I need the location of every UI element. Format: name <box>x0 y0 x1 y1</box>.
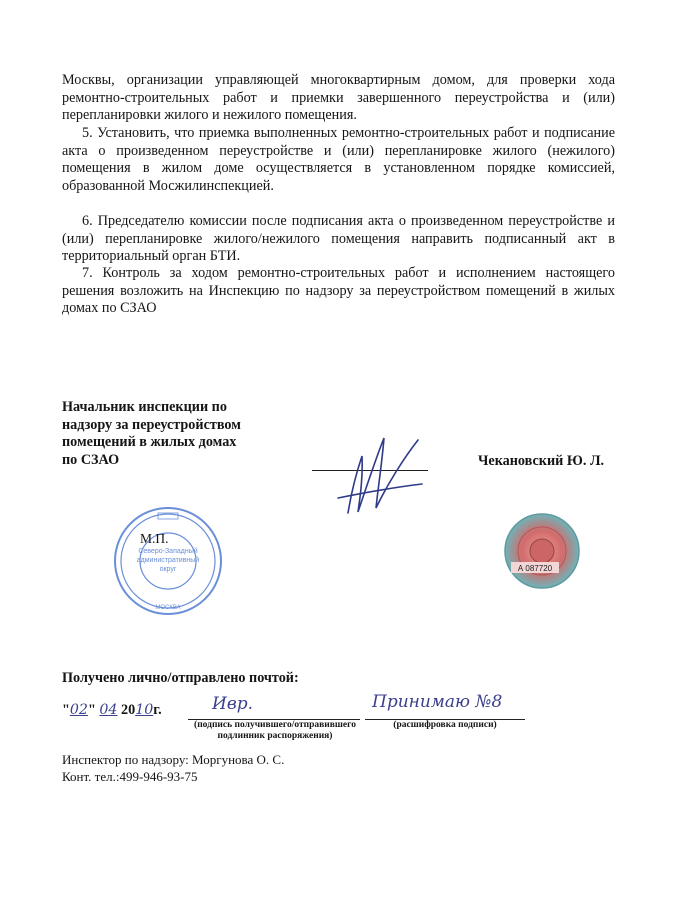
receiver-name-handwritten: Принимаю №8 <box>372 692 503 712</box>
date-month: 04 <box>99 702 118 718</box>
svg-text:А 087720: А 087720 <box>517 564 553 573</box>
quote-close: " <box>87 702 96 718</box>
position-line: по СЗАО <box>62 451 120 468</box>
caption-sign: (подпись получившего/отправившего подлинник распоряжения) <box>194 720 356 741</box>
round-seal <box>112 505 224 617</box>
position-line: помещений в жилых домах <box>62 434 237 451</box>
date-year-suffix: 10 <box>135 702 154 718</box>
receipt-date <box>62 702 162 719</box>
position-line: Начальник инспекции по <box>62 399 227 415</box>
svg-text:МОСКВА: МОСКВА <box>155 605 181 611</box>
svg-text:Северо-Западный: Северо-Западный <box>138 548 198 555</box>
paragraph-5: 5. Установить, что приемка выполненных ремонтно-строительных работ и подписание акта о произведенном переустройстве и (или) перепланировке жилого (нежилого) помещения в жилом доме осуществляется в установленном порядке комиссией, образованной Мосжилинспекцией. <box>62 125 615 194</box>
quote-open: " <box>62 702 70 718</box>
paragraph-continuation: Москвы, организации управляющей многоквартирным домом, для проверки хода ремонтно-строительных работ и приемки завершенного переустройства и (или) перепланировки жилого и нежилого помещения. <box>62 72 615 124</box>
inspector-line: Инспектор по надзору: Моргунова О. С. <box>62 752 285 767</box>
position-line: надзору за переустройством <box>62 416 241 433</box>
date-year-unit: г. <box>153 702 162 718</box>
signatory-position <box>62 399 322 469</box>
phone-line: Конт. тел.:499-946-93-75 <box>62 769 198 784</box>
signer-name: Чекановский Ю. Л. <box>478 453 605 469</box>
paragraph-6: 6. Председателю комиссии после подписания акта о произведенном переустройстве и (или) перепланировке жилого/нежилого помещения направить подписанный акт в территориальный орган БТИ. <box>62 213 615 265</box>
hologram-sticker <box>503 512 581 590</box>
paragraph-7: 7. Контроль за ходом ремонтно-строительных работ и исполнением настоящего решения возложить на Инспекцию по надзору за переустройством помещений в жилых домах по СЗАО <box>62 265 615 317</box>
handwritten-signature <box>318 428 433 523</box>
caption-name: (расшифровка подписи) <box>393 720 497 730</box>
receiver-signature: Ивр. <box>212 694 254 714</box>
svg-text:административный: административный <box>136 557 200 564</box>
received-heading: Получено лично/отправлено почтой: <box>62 670 299 686</box>
mp-label: М.П. <box>140 531 169 546</box>
date-year-prefix: 20 <box>121 702 136 718</box>
svg-text:округ: округ <box>159 566 177 573</box>
date-day: 02 <box>69 702 88 718</box>
